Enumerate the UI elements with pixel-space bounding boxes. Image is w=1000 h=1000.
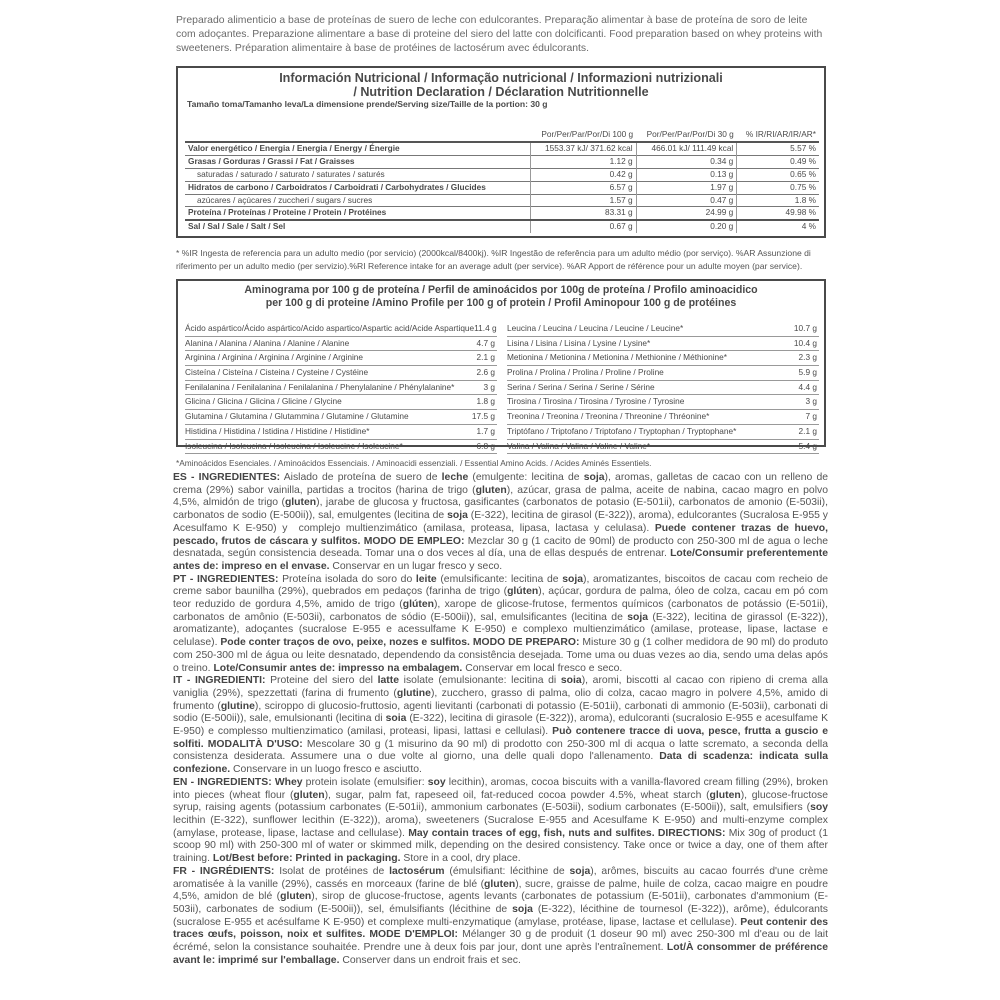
amino-row bbox=[507, 351, 819, 366]
reference-intake-note: * %IR Ingesta de referencia para un adulto medio (por servicio) (2000kcal/8400kj). %IR Ingestão de referência para um adulto médio (por serviço). %AR Assunzione di riferimento per un adulto medio (per servizio).%RI Reference intake for an average adult (per service). %AR Apport de référence pour un adulte moyen (par service). bbox=[176, 248, 811, 271]
amino-name: Metionina / Metionina / Metionina / Methionine / Méthionine* bbox=[507, 352, 727, 363]
amino-value: 7 g bbox=[805, 411, 817, 422]
amino-value: 4.7 g bbox=[476, 337, 495, 348]
amino-name: Histidina / Histidina / Istidina / Histidine / Histidine* bbox=[185, 425, 370, 436]
amino-row bbox=[507, 395, 819, 410]
amino-row bbox=[185, 395, 497, 410]
amino-name: Alanina / Alanina / Alanina / Alanine / Alanine bbox=[185, 337, 350, 348]
row-label: Proteína / Proteínas / Proteine / Protein / Protéines bbox=[185, 207, 531, 220]
nutrition-row-salt bbox=[185, 220, 819, 233]
nutrition-title-line-1: Información Nutricional / Informação nutricional / Informazioni nutrizionali bbox=[279, 71, 723, 85]
row-value-30g: 0.20 g bbox=[636, 220, 737, 233]
nutrition-row-saturates bbox=[185, 168, 819, 181]
row-value-ri: 5.57 % bbox=[737, 142, 819, 155]
header-blank bbox=[185, 129, 531, 142]
amino-row bbox=[185, 322, 497, 337]
row-value-30g: 1.97 g bbox=[636, 181, 737, 194]
amino-title-line-1: Aminograma por 100 g de proteína / Perfil de aminoácidos por 100g de proteína / Profilo aminoacidico bbox=[244, 284, 758, 296]
ingredients-section bbox=[173, 472, 828, 967]
amino-name: Treonina / Treonina / Treonina / Threonine / Thréonine* bbox=[507, 411, 710, 422]
amino-name: Arginina / Arginina / Arginina / Arginine / Arginine bbox=[185, 352, 364, 363]
row-value-100g: 1.57 g bbox=[531, 194, 637, 207]
amino-name: Fenilalanina / Fenilalanina / Fenilalanina / Phenylalanine / Phénylalanine* bbox=[185, 381, 455, 392]
amino-value: 10.4 g bbox=[793, 337, 817, 348]
amino-title bbox=[178, 281, 824, 310]
amino-row bbox=[507, 425, 819, 440]
amino-value: 2.1 g bbox=[476, 352, 495, 363]
amino-row bbox=[507, 410, 819, 425]
amino-value: 2.1 g bbox=[798, 425, 817, 436]
row-value-ri: 1.8 % bbox=[737, 194, 819, 207]
row-value-100g: 83.31 g bbox=[531, 207, 637, 220]
amino-row bbox=[507, 440, 819, 455]
nutrition-row-sugars bbox=[185, 194, 819, 207]
row-value-ri: 49.98 % bbox=[737, 207, 819, 220]
amino-row bbox=[185, 440, 497, 455]
amino-value: 2.6 g bbox=[476, 367, 495, 378]
amino-name: Glicina / Glicina / Glicina / Glicine / Glycine bbox=[185, 396, 342, 407]
nutrition-row-carbohydrates bbox=[185, 181, 819, 194]
row-label: Valor energético / Energia / Energia / Energy / Énergie bbox=[185, 142, 531, 155]
amino-name: Tirosina / Tirosina / Tirosina / Tyrosine / Tyrosine bbox=[507, 396, 685, 407]
nutrition-row-fat bbox=[185, 155, 819, 168]
nutrition-table-box bbox=[176, 66, 826, 238]
row-value-30g: 0.47 g bbox=[636, 194, 737, 207]
amino-value: 3 g bbox=[483, 381, 495, 392]
row-value-ri: 0.49 % bbox=[737, 155, 819, 168]
amino-value: 1.7 g bbox=[476, 425, 495, 436]
amino-value: 4.4 g bbox=[798, 381, 817, 392]
amino-row bbox=[507, 337, 819, 352]
row-value-ri: 4 % bbox=[737, 220, 819, 233]
amino-row bbox=[507, 322, 819, 337]
row-value-100g: 0.67 g bbox=[531, 220, 637, 233]
amino-value: 11.4 g bbox=[474, 323, 497, 333]
ingredients-es: ES - INGREDIENTES: Aislado de proteína de suero de leche (emulgente: lecitina de soja), aromas, galletas de cacao con un relleno de crema (29%) sabor vainilla, partidas a trocitos (harina de trigo (gluten), azúcar, grasa de palma, aceite de nabina, cacao magro en polvo 4,5%, almidón de trigo (gluten), jarabe de glucosa y fructosa, gasificantes (carbonatos de potasio (E-501ii), carbonatos de amonio (E-503ii), carbonatos de sodio (E-500ii)), sal, emulgentes (lecitina de soja (E-322), lecitina de girasol (E-322)), aroma), edulcorantes (Sucralosa E-955 y Acesulfamo K E-950) y complejo multienzimático (amilasa, proteasa, lipasa, lactasa y celulasa). Puede contener trazas de huevo, pescado, frutos de cáscara y sulfitos. MODO DE EMPLEO: Mezclar 30 g (1 cacito de 90ml) de producto con 250-300 ml de agua o leche desnatada, según consistencia deseada. Tomar una o dos veces al día, una de ellas después de entrenar. Lote/Consumir preferentemente antes de: impreso en el envase. Conservar en un lugar fresco y seco. bbox=[173, 472, 829, 572]
amino-row bbox=[185, 337, 497, 352]
row-value-100g: 6.57 g bbox=[531, 181, 637, 194]
amino-name: Isoleucina / Isoleucina / Isoleucina / Isoleucine / Isoleucine* bbox=[185, 440, 403, 451]
row-label: azúcares / açúcares / zuccheri / sugars / sucres bbox=[185, 194, 531, 207]
nutrition-title-line-2: / Nutrition Declaration / Déclaration Nutritionnelle bbox=[353, 85, 649, 99]
amino-value: 3 g bbox=[805, 396, 817, 407]
serving-size: Tamaño toma/Tamanho leva/La dimensione prende/Serving size/Taille de la portion: 30 g bbox=[187, 99, 548, 109]
row-value-100g: 1553.37 kJ/ 371.62 kcal bbox=[531, 142, 637, 155]
amino-name: Valina / Valina / Valina / Valine / Valine* bbox=[507, 440, 651, 451]
amino-value: 2.3 g bbox=[798, 352, 817, 363]
amino-row bbox=[507, 366, 819, 381]
amino-value: 17.5 g bbox=[471, 411, 495, 422]
amino-name: Cisteína / Cisteína / Cisteina / Cysteine / Cystéine bbox=[185, 367, 369, 378]
amino-name: Leucina / Leucina / Leucina / Leucine / Leucine* bbox=[507, 323, 684, 333]
nutrition-row-energy bbox=[185, 142, 819, 155]
amino-name: Glutamina / Glutamina / Glutammina / Glutamine / Glutamine bbox=[185, 411, 409, 422]
amino-title-line-2: per 100 g di proteine /Amino Profile per 100 g of protein / Profil Aminopour 100 g de protéines bbox=[265, 297, 737, 309]
amino-row bbox=[507, 381, 819, 396]
amino-column-right bbox=[507, 322, 819, 454]
amino-row bbox=[185, 366, 497, 381]
row-label: Grasas / Gorduras / Grassi / Fat / Graisses bbox=[185, 155, 531, 168]
amino-row bbox=[185, 351, 497, 366]
amino-name: Ácido aspártico/Ácido aspártico/Acido aspartico/Aspartic acid/Acide Aspartique bbox=[185, 323, 475, 333]
amino-value: 6.8 g bbox=[476, 440, 495, 451]
amino-row bbox=[185, 410, 497, 425]
row-label: saturadas / saturado / saturato / saturates / saturés bbox=[185, 168, 531, 181]
row-value-100g: 1.12 g bbox=[531, 155, 637, 168]
essential-amino-note: *Aminoácidos Esenciales. / Aminoácidos Essenciais. / Aminoacidi essenziali. / Essential Amino Acids. / Acides Aminés Essentiels. bbox=[176, 458, 652, 468]
amino-value: 5.9 g bbox=[798, 367, 817, 378]
header-per-30g: Por/Per/Par/Por/Di 30 g bbox=[636, 129, 737, 142]
nutrition-header-row bbox=[185, 129, 819, 142]
row-value-100g: 0.42 g bbox=[531, 168, 637, 181]
row-value-30g: 24.99 g bbox=[636, 207, 737, 220]
amino-value: 10.7 g bbox=[793, 323, 817, 333]
header-per-100g: Por/Per/Par/Por/Di 100 g bbox=[531, 129, 637, 142]
ingredients-pt: PT - INGREDIENTES: Proteína isolada do soro do leite (emulsificante: lecitina de soja), aromatizantes, biscoitos de cacau com recheio de creme sabor baunilha (29%), quebrados em pedaços (farinha de trigo (glúten), açúcar, gordura de palma, óleo de colza, cacau em pó com teor reduzido de gordura 4,5%, amido de trigo (glúten), xarope de glicose-frutose, fermentos químicos (carbonatos de potássio (E-501ii), carbonatos de amônio (E-503ii), carbonatos de sódio (E-500ii)), sal, emulsificantes (lecitina de soja (E-322), lecitina de girassol (E-322)), aromatizante), adoçantes (sucralose E-955 e acessulfame K E-950) e complexo multienzimático (amilase, protease, lipase, lactase e celulase). Pode conter traços de ovo, peixe, nozes e sulfitos. MODO DE PREPARO: Misture 30 g (1 colher medidora de 90 ml) do produto com 250-300 ml de água ou leite desnatado, dependendo da consistência desejada. Tome uma ou duas vezes ao dia, sendo uma delas após o treino. Lote/Consumir antes de: impresso na embalagem. Conservar em local fresco e seco. bbox=[173, 573, 829, 674]
row-value-30g: 466.01 kJ/ 111.49 kcal bbox=[636, 142, 737, 155]
amino-row bbox=[185, 381, 497, 396]
ingredients-it: IT - INGREDIENTI: Proteine del siero del latte isolate (emulsionante: lecitina di soia), aromi, biscotti al cacao con ripieno di crema alla vaniglia (29%), spezzettati (farina di frumento (glutine), zucchero, grasso di palma, olio di colza, cacao magro in polvere 4,5%, amido di frumento (glutine), sciroppo di glucosio-fruttosio, agenti lievitanti (carbonati di potassio (E-501ii), carbonati di ammonio (E-503ii), carbonati di sodio (E-500ii)), sale, emulsionanti (lecitina di soia (E-322), lecitina di girasole (E-322)), aroma), edulcoranti (sucralosio E-955 e acesulfame K E-950) e complesso multienzimatico (amilasi, proteasi, lipasi, lattasi e cellulasi). Può contenere tracce di uova, pesce, frutta a guscio e solfiti. MODALITÀ D'USO: Mescolare 30 g (1 misurino da 90 ml) di prodotto con 250-300 ml di acqua o latte scremato, a seconda della consistenza desiderata. Assumere una o due volte al giorno, una delle quali dopo l'allenamento. Data di scadenza: indicata sulla confezione. Conservare in un luogo fresco e asciutto. bbox=[173, 675, 828, 776]
nutrition-table bbox=[185, 129, 819, 233]
ingredients-en: EN - INGREDIENTS: Whey protein isolate (emulsifier: soy lecithin), aromas, cocoa biscuits with a vanilla-flavored cream filling (29%), broken into pieces (wheat flour (gluten), sugar, palm fat, rapeseed oil, fat-reduced cocoa powder 4.5%, wheat starch (gluten), glucose-fructose syrup, raising agents (potassium carbonates (E-501ii), ammonium carbonates (E-503ii), sodium carbonates (E-500ii)), salt, emulsifiers (soy lecithin (E-322), sunflower lecithin (E-322)), aroma), sweeteners (Sucralose E-955 and Acesulfame K E-950) and multi-enzyme complex (amylase, protease, lipase, lactase and cellulase). May contain traces of egg, fish, nuts and sulfites. DIRECTIONS: Mix 30g of product (1 scoop 90 ml) with 250-300 ml of water or skimmed milk, depending on the desired consistency. Take once or twice a day, one of them after training. Lot/Best before: Printed in packaging. Store in a cool, dry place. bbox=[173, 776, 828, 865]
header-reference-intake: % IR/RI/AR/IR/AR* bbox=[737, 129, 819, 142]
ingredients-fr: FR - INGRÉDIENTS: Isolat de protéines de lactosérum (émulsifiant: lécithine de soja), arômes, biscuits au cacao fourrés d'une crème aromatisée à la vanille (29%), cassés en morceaux (farine de blé (gluten), sucre, graisse de palme, huile de colza, cacao maigre en poudre 4,5%, amidon de blé (gluten), sirop de glucose-fructose, agents levants (carbonates de potassium (E-501ii), carbonates d'ammonium (E-503ii), carbonates de sodium (E-500ii)), sel, émulsifiants (lécithine de soja (E-322), lécithine de tournesol (E-322)), arôme), édulcorants (sucralose E-955 et acésulfame K E-950) et complexe multi-enzymatique (amylase, protéase, lipase, lactase et cellulase). Peut contenir des traces œufs, poisson, noix et sulfites. MODE D'EMPLOI: Mélanger 30 g de produit (1 doseur 90 ml) avec 250-300 ml d'eau ou de lait écrémé, selon la consistance souhaitée. Prendre une à deux fois par jour, dont une après l'entraînement. Lot/À consommer de préférence avant le: imprimé sur l'emballage. Conserver dans un endroit frais et sec. bbox=[173, 865, 829, 966]
amino-value: 5.4 g bbox=[798, 440, 817, 451]
amino-column-left bbox=[185, 322, 497, 454]
amino-profile-box bbox=[176, 279, 826, 451]
row-value-ri: 0.75 % bbox=[737, 181, 819, 194]
amino-row bbox=[185, 425, 497, 440]
intro-text: Preparado alimenticio a base de proteínas de suero de leche con edulcorantes. Preparação alimentar à base de proteína de soro de leite com adoçantes. Preparazione alimentare a base di proteine del siero del latte con dolcificanti. Food preparation based on whey proteins with sweeteners. Préparation alimentaire à base de protéines de lactosérum avec édulcorants. bbox=[176, 15, 823, 54]
row-value-ri: 0.65 % bbox=[737, 168, 819, 181]
row-label: Hidratos de carbono / Carboidratos / Carboidrati / Carbohydrates / Glucides bbox=[185, 181, 531, 194]
amino-value: 1.8 g bbox=[476, 396, 495, 407]
row-label: Sal / Sal / Sale / Salt / Sel bbox=[185, 220, 531, 233]
amino-name: Serina / Serina / Serina / Serine / Sérine bbox=[507, 381, 655, 392]
amino-name: Triptófano / Triptofano / Triptofano / Tryptophan / Tryptophane* bbox=[507, 425, 737, 436]
nutrition-title bbox=[178, 68, 824, 99]
amino-name: Lisina / Lisina / Lisina / Lysine / Lysine* bbox=[507, 337, 651, 348]
amino-name: Prolina / Prolina / Prolina / Proline / Proline bbox=[507, 367, 664, 378]
row-value-30g: 0.13 g bbox=[636, 168, 737, 181]
nutrition-row-protein bbox=[185, 207, 819, 220]
row-value-30g: 0.34 g bbox=[636, 155, 737, 168]
